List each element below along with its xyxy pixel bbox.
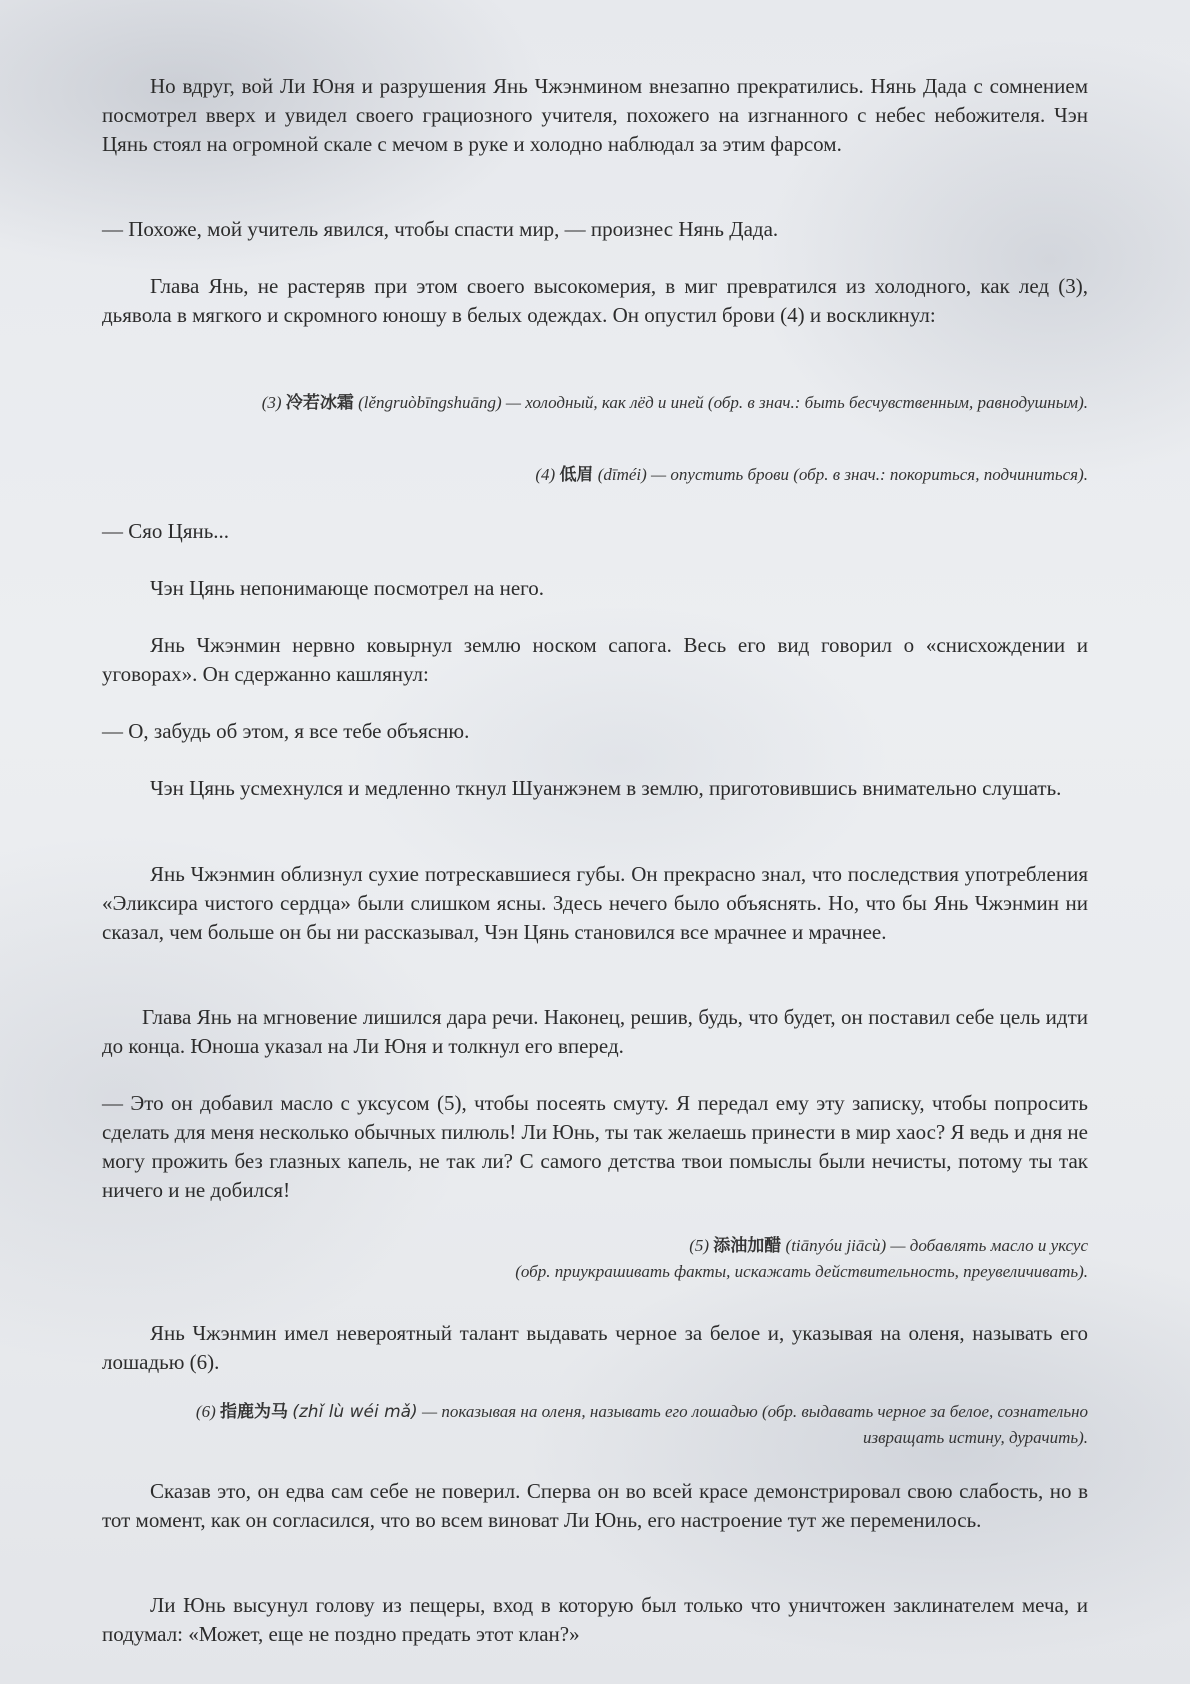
paragraph: Янь Чжэнмин облизнул сухие потрескавшиеся губы. Он прекрасно знал, что последствия употребления «Эликсира чистого сердца» были слишком ясны. Здесь нечего было объяснять. Но, что бы Янь Чжэнмин ни сказал, чем больше он бы ни рассказывал, Чэн Цянь становился все мрачнее и мрачнее.	[102, 862, 1088, 944]
footnote-hanzi: 低眉	[559, 465, 594, 485]
footnote	[202, 462, 1088, 488]
paragraph: Сказав это, он едва сам себе не поверил. Сперва он во всей красе демонстрировал свою слабость, но в тот момент, как он согласился, что во всем виноват Ли Юнь, его настроение тут же переменилось.	[102, 1479, 1088, 1532]
footnote-number: (6)	[195, 1402, 216, 1421]
footnote-pinyin: (tiānyóu jiācù)	[785, 1236, 887, 1255]
footnote-number: (3)	[261, 393, 282, 412]
paragraph: — Похоже, мой учитель явился, чтобы спасти мир, — произнес Нянь Дада.	[102, 217, 779, 241]
footnote-hanzi: 添油加醋	[713, 1236, 782, 1256]
footnote-text: — добавлять масло и уксус	[890, 1236, 1088, 1255]
footnote-text: — показывая на оленя, называть его лошадью (обр. выдавать черное за белое, сознательно извращать истину, дурачить).	[421, 1402, 1088, 1447]
paragraph: Янь Чжэнмин имел невероятный талант выдавать черное за белое и, указывая на оленя, называть его лошадью (6).	[102, 1321, 1088, 1374]
footnote-text: — холодный, как лёд и иней (обр. в знач.: быть бесчувственным, равнодушным).	[505, 393, 1088, 412]
footnote-number: (5)	[689, 1236, 710, 1255]
paragraph: — Сяо Цянь...	[102, 519, 230, 543]
paragraph: Но вдруг, вой Ли Юня и разрушения Янь Чжэнмином внезапно прекратились. Нянь Дада с сомнением посмотрел вверх и увидел своего грациозного учителя, похожего на изгнанного с небес небожителя. Чэн Цянь стоял на огромной скале с мечом в руке и холодно наблюдал за этим фарсом.	[102, 74, 1088, 156]
paragraph: Глава Янь на мгновение лишился дара речи. Наконец, решив, будь, что будет, он поставил себе цель идти до конца. Юноша указал на Ли Юня и толкнул его вперед.	[102, 1005, 1088, 1058]
paragraph: — О, забудь об этом, я все тебе объясню.	[102, 719, 470, 743]
footnote-hanzi: 冷若冰霜	[285, 393, 354, 413]
footnote-pinyin: (lěngruòbīngshuāng)	[358, 393, 502, 412]
paragraph: Глава Янь, не растеряв при этом своего высокомерия, в миг превратился из холодного, как лед (3), дьявола в мягкого и скромного юношу в белых одеждах. Он опустил брови (4) и воскликнул:	[102, 274, 1088, 327]
footnote	[202, 390, 1088, 416]
paragraph: Чэн Цянь непонимающе посмотрел на него.	[150, 576, 544, 600]
paragraph: Чэн Цянь усмехнулся и медленно ткнул Шуанжэнем в землю, приготовившись внимательно слушать.	[150, 776, 1062, 800]
footnote	[142, 1399, 1088, 1450]
footnote-pinyin: (dīméi)	[597, 465, 647, 484]
footnote-hanzi: 指鹿为马	[219, 1402, 288, 1422]
paragraph: Ли Юнь высунул голову из пещеры, вход в которую был только что уничтожен заклинателем меча, и подумал: «Может, еще не поздно предать этот клан?»	[102, 1593, 1088, 1646]
footnote-number: (4)	[535, 465, 556, 484]
footnote	[202, 1233, 1088, 1284]
footnote-text-continued: (обр. приукрашивать факты, искажать действительность, преувеличивать).	[515, 1262, 1088, 1281]
paragraph: Янь Чжэнмин нервно ковырнул землю носком сапога. Весь его вид говорил о «снисхождении и уговорах». Он сдержанно кашлянул:	[102, 633, 1088, 686]
footnote-text: — опустить брови (обр. в знач.: покориться, подчиниться).	[651, 465, 1088, 484]
paragraph: — Это он добавил масло с уксусом (5), чтобы посеять смуту. Я передал ему эту записку, чтобы попросить сделать для меня несколько обычных пилюль! Ли Юнь, ты так желаешь принести в мир хаос? Я ведь и дня не могу прожить без глазных капель, не так ли? С самого детства твои помыслы были нечисты, потому ты так ничего и не добился!	[102, 1091, 1088, 1202]
footnote-pinyin: (zhǐ lù wéi mǎ)	[292, 1402, 418, 1422]
